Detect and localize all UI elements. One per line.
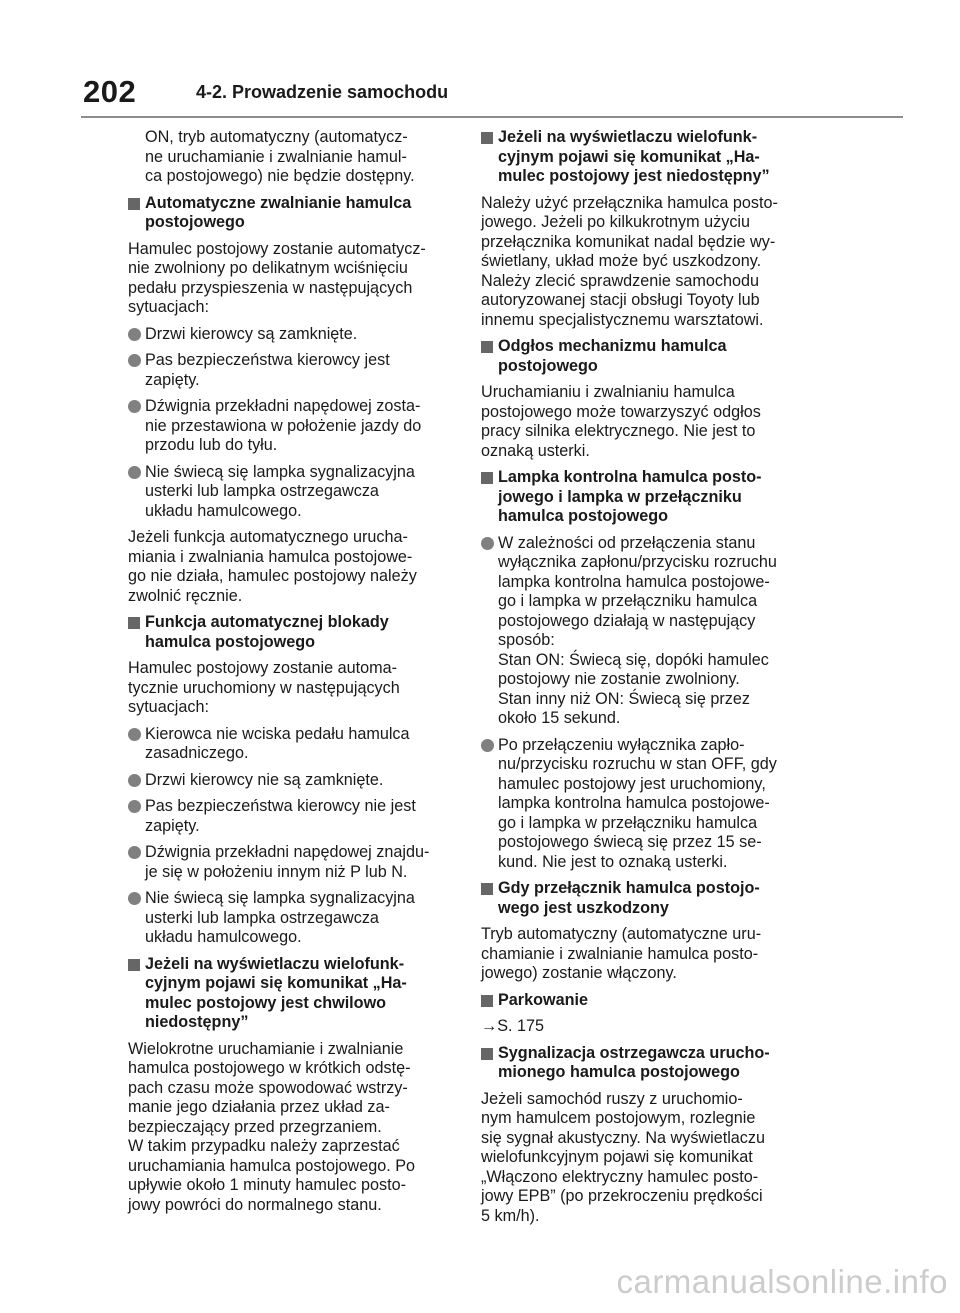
bullet-item: Pas bezpieczeństwa kierowcy jest zapięty.	[128, 351, 466, 390]
continued-text: ON, tryb automatyczny (automatycz- ne uruchamianie i zwalnianie hamul- ca postojowego) nie będzie dostępny.	[145, 128, 415, 185]
section-heading: Odgłos mechanizmu hamulca postojowego	[481, 337, 821, 376]
bullet-item: Po przełączeniu wyłącznika zapło- nu/przycisku rozruchu w stan OFF, gdy hamulec postojowy jest uruchomiony, lampka kontrolna hamulca postojowe- go i lampka w przełączniku hamulca postojowego świecą się przez 15 se- kund. Nie jest to oznaką usterki.	[481, 736, 821, 873]
paragraph: Wielokrotne uruchamianie i zwalnianie hamulca postojowego w krótkich odstę- pach czasu może spowodować wstrzy- manie jego działania przez układ za- bezpieczający przed przegrzaniem. W takim przypadku należy zaprzestać uruchamiania hamulca postojowego. Po upływie około 1 minuty hamulec posto- jowy powróci do normalnego stanu.	[128, 1039, 416, 1214]
bullet-item: Dźwignia przekładni napędowej znajdu- je się w położeniu innym niż P lub N.	[128, 843, 466, 882]
page-number: 202	[83, 74, 137, 109]
paragraph: Hamulec postojowy zostanie automa- tycznie uruchomiony w następujących sytuacjach:	[128, 659, 400, 716]
section-heading: Automatyczne zwalnianie hamulca postojowego	[128, 194, 466, 233]
section-heading: Jeżeli na wyświetlaczu wielofunk- cyjnym pojawi się komunikat „Ha- mulec postojowy jest niedostępny”	[481, 128, 821, 187]
right-column	[481, 128, 821, 1233]
bullet-item: Kierowca nie wciska pedału hamulca zasadniczego.	[128, 725, 466, 764]
paragraph: Jeżeli samochód ruszy z uruchomio- nym hamulcem postojowym, rozlegnie się sygnał akustyczny. Na wyświetlaczu wielofunkcyjnym pojawi się komunikat „Włączono elektryczny hamulec posto- jowy EPB” (po przekroczeniu prędkości 5 km/h).	[481, 1089, 765, 1225]
section-heading: Parkowanie	[481, 991, 821, 1011]
paragraph: Hamulec postojowy zostanie automatycz- nie zwolniony po delikatnym wciśnięciu pedału przyspieszenia w następujących sytuacjach:	[128, 239, 426, 316]
header-divider	[81, 116, 903, 118]
bullet-item: Pas bezpieczeństwa kierowcy nie jest zapięty.	[128, 797, 466, 836]
paragraph: Tryb automatyczny (automatyczne uru- chamianie i zwalnianie hamulca posto- jowego) zostanie włączony.	[481, 925, 762, 982]
bullet-item: Nie świecą się lampka sygnalizacyjna usterki lub lampka ostrzegawcza układu hamulcowego.	[128, 889, 466, 948]
bullet-item: Nie świecą się lampka sygnalizacyjna usterki lub lampka ostrzegawcza układu hamulcowego.	[128, 463, 466, 522]
section-title: 4-2. Prowadzenie samochodu	[196, 82, 449, 102]
bullet-item: Dźwignia przekładni napędowej zosta- nie przestawiona w położenie jazdy do przodu lub do tyłu.	[128, 397, 466, 456]
bullet-item: Drzwi kierowcy są zamknięte.	[128, 325, 466, 345]
section-heading: Gdy przełącznik hamulca postojo- wego jest uszkodzony	[481, 879, 821, 918]
section-heading: Jeżeli na wyświetlaczu wielofunk- cyjnym pojawi się komunikat „Ha- mulec postojowy jest chwilowo niedostępny”	[128, 955, 466, 1033]
left-column	[128, 128, 466, 1222]
section-heading: Lampka kontrolna hamulca posto- jowego i lampka w przełączniku hamulca postojowego	[481, 468, 821, 527]
page-reference: →S. 175	[481, 1017, 544, 1035]
paragraph: Należy użyć przełącznika hamulca posto- jowego. Jeżeli po kilkukrotnym użyciu przełącznika komunikat nadal będzie wy- świetlany, układ może być uszkodzony. Należy zlecić sprawdzenie samochodu autoryzowanej stacji obsługi Toyoty lub innemu specjalistycznemu warsztatowi.	[481, 193, 778, 329]
bullet-item: W zależności od przełączenia stanu wyłącznika zapłonu/przycisku rozruchu lampka kontrolna hamulca postojowe- go i lampka w przełączniku hamulca postojowego działają w następujący sposób: Stan ON: Świecą się, dopóki hamulec postojowy nie zostanie zwolniony. Stan inny niż ON: Świecą się przez około 15 sekund.	[481, 534, 821, 729]
bullet-item: Drzwi kierowcy nie są zamknięte.	[128, 771, 466, 791]
paragraph: Uruchamianiu i zwalnianiu hamulca postojowego może towarzyszyć odgłos pracy silnika elektrycznego. Nie jest to oznaką usterki.	[481, 383, 761, 460]
section-heading: Sygnalizacja ostrzegawcza urucho- mionego hamulca postojowego	[481, 1044, 821, 1083]
paragraph: Jeżeli funkcja automatycznego urucha- miania i zwalniania hamulca postojowe- go nie działa, hamulec postojowy należy zwolnić ręcznie.	[128, 528, 417, 605]
section-heading: Funkcja automatycznej blokady hamulca postojowego	[128, 613, 466, 652]
watermark-text: carmanualsonline.info	[616, 1263, 948, 1300]
